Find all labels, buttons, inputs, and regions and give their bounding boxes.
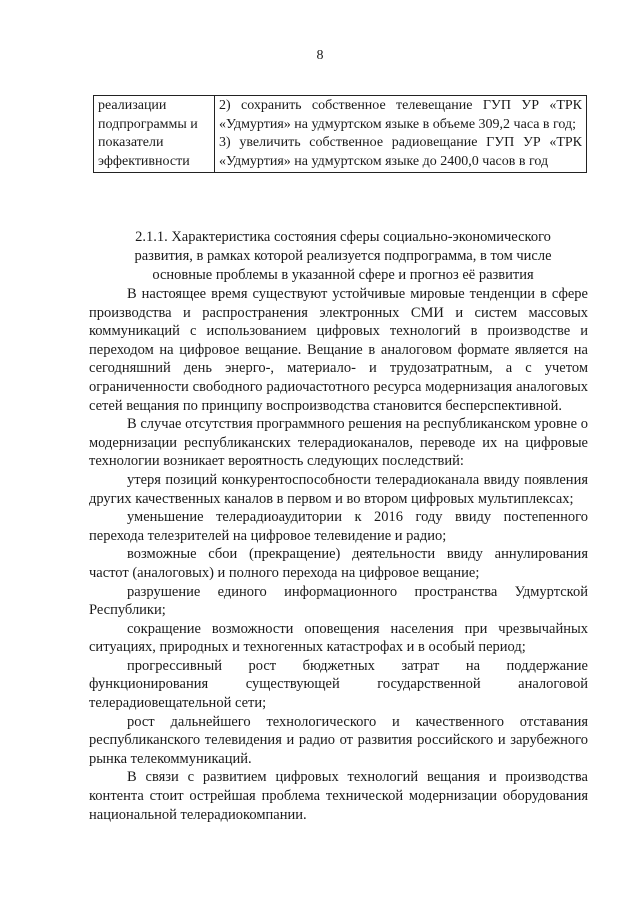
paragraph: В настоящее время существуют устойчивые мировые тенденции в сфере производства и распространения электронных СМИ и систем массовых коммуникаций с использованием цифровых технологий в производстве и переходом на цифровое вещание. Вещание в аналоговом формате является на сегодняшний день энерго-, материало- и трудозатратным, а с учетом ограниченности свободного радиочастотного ресурса модернизация аналоговых сетей вещания по принципу воспроизводства становится бесперспективной.: [89, 286, 588, 414]
label-line: реализации: [98, 98, 167, 113]
paragraph: рост дальнейшего технологического и качественного отставания республиканского телевидения и радио от развития российского и зарубежного рынка телекоммуникаций.: [89, 713, 588, 767]
label-line: показатели: [98, 135, 164, 150]
table-row: [94, 96, 587, 173]
heading-line: основные проблемы в указанной сфере и прогноз её развития: [152, 267, 534, 283]
paragraph: утеря позиций конкурентоспособности телерадиоканала ввиду появления других качественных каналов в первом и во втором цифровых мультиплексах;: [89, 471, 588, 507]
paragraph: возможные сбои (прекращение) деятельности ввиду аннулирования частот (аналоговых) и полного перехода на цифровое вещание;: [89, 546, 588, 581]
paragraph: В случае отсутствия программного решения на республиканском уровне о модернизации республиканских телерадиоканалов, переводе их на цифровые технологии возникает вероятность следующих последствий:: [89, 416, 588, 470]
paragraph: уменьшение телерадиоаудитории к 2016 году ввиду постепенного перехода телезрителей на цифровое телевидение и радио;: [89, 509, 588, 544]
goals-table: [93, 95, 587, 173]
table-item: 2) сохранить собственное телевещание ГУП УР «ТРК «Удмуртия» на удмуртском языке в объеме 309,2 часа в год;: [219, 98, 582, 132]
section-heading: [105, 228, 581, 285]
table-content-cell: [215, 96, 587, 173]
paragraph: прогрессивный рост бюджетных затрат на поддержание функционирования существующей государственной аналоговой телерадиовещательной сети;: [89, 657, 588, 712]
heading-line: 2.1.1. Характеристика состояния сферы социально-экономического: [135, 229, 551, 245]
label-line: подпрограммы и: [98, 116, 198, 132]
page-number: 8: [316, 48, 324, 63]
label-line: эффективности: [98, 153, 190, 169]
paragraph: В связи с развитием цифровых технологий вещания и производства контента стоит острейшая проблема технической модернизации оборудования национальной телерадиокомпании.: [89, 769, 588, 823]
table-item: 3) увеличить собственное радиовещание ГУП УР «ТРК «Удмуртия» на удмуртском языке до 2400,0 часов в год: [219, 135, 582, 169]
paragraph: разрушение единого информационного пространства Удмуртской Республики;: [89, 583, 588, 619]
heading-line: развития, в рамках которой реализуется подпрограмма, в том числе: [134, 248, 552, 264]
paragraph: сокращение возможности оповещения населения при чрезвычайных ситуациях, природных и техногенных катастрофах и в особый период;: [89, 620, 588, 656]
body-text: [89, 285, 588, 824]
table-label-cell: [94, 96, 215, 173]
